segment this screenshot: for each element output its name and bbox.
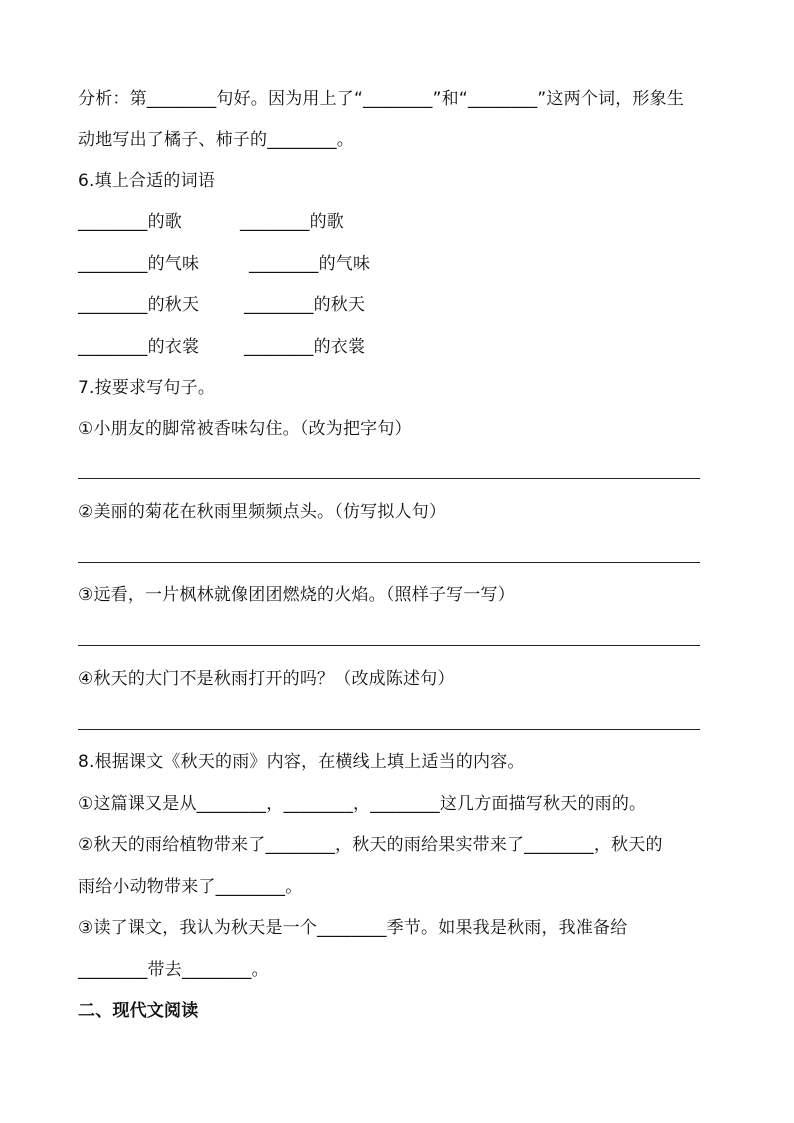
q6-row-3-right: ________的秋天 bbox=[244, 295, 366, 315]
q6-row-3-left: ________的秋天 bbox=[78, 295, 200, 315]
q6-row-2-left: ________的气味 bbox=[78, 254, 200, 274]
q7-item-2: ②美丽的菊花在秋雨里频频点头。（仿写拟人句） bbox=[78, 502, 447, 522]
q6-row-1-right: ________的歌 bbox=[240, 212, 344, 232]
q8-item-3-line-2: ________带去________。 bbox=[78, 960, 269, 980]
q6-row-1-left: ________的歌 bbox=[78, 212, 182, 232]
q6-title: 6.填上合适的词语 bbox=[78, 171, 216, 191]
q8-item-1: ①这篇课又是从________，________，________这几方面描写秋天的雨的。 bbox=[78, 794, 647, 814]
q7-item-1: ①小朋友的脚常被香味勾住。（改为把字句） bbox=[78, 419, 412, 439]
q7-title: 7.按要求写句子。 bbox=[78, 378, 216, 398]
q6-row-2-right: ________的气味 bbox=[249, 254, 371, 274]
q8-item-3-line-1: ③读了课文，我认为秋天是一个________季节。如果我是秋雨，我准备给 bbox=[78, 918, 628, 938]
q7-answer-line-3 bbox=[78, 645, 700, 646]
q7-answer-line-1 bbox=[78, 478, 700, 479]
q6-row-4-left: ________的衣裳 bbox=[78, 337, 200, 357]
q7-answer-line-2 bbox=[78, 562, 700, 563]
analysis-line-2: 动地写出了橘子、柿子的________。 bbox=[78, 130, 354, 150]
q7-item-4: ④秋天的大门不是秋雨打开的吗？（改成陈述句） bbox=[78, 669, 455, 689]
q6-row-4-right: ________的衣裳 bbox=[244, 337, 366, 357]
section-2-title: 二、现代文阅读 bbox=[78, 1001, 199, 1021]
q7-item-3: ③远看，一片枫林就像团团燃烧的火焰。（照样子写一写） bbox=[78, 585, 515, 605]
q8-title: 8.根据课文《秋天的雨》内容，在横线上填上适当的内容。 bbox=[78, 752, 525, 772]
analysis-line-1: 分析：第________句好。因为用上了“________”和“________”这两个词，形象生 bbox=[78, 89, 685, 109]
q7-answer-line-4 bbox=[78, 729, 700, 730]
q8-item-2-line-2: 雨给小动物带来了________。 bbox=[78, 877, 303, 897]
q8-item-2-line-1: ②秋天的雨给植物带来了________，秋天的雨给果实带来了________，秋天的 bbox=[78, 835, 663, 855]
